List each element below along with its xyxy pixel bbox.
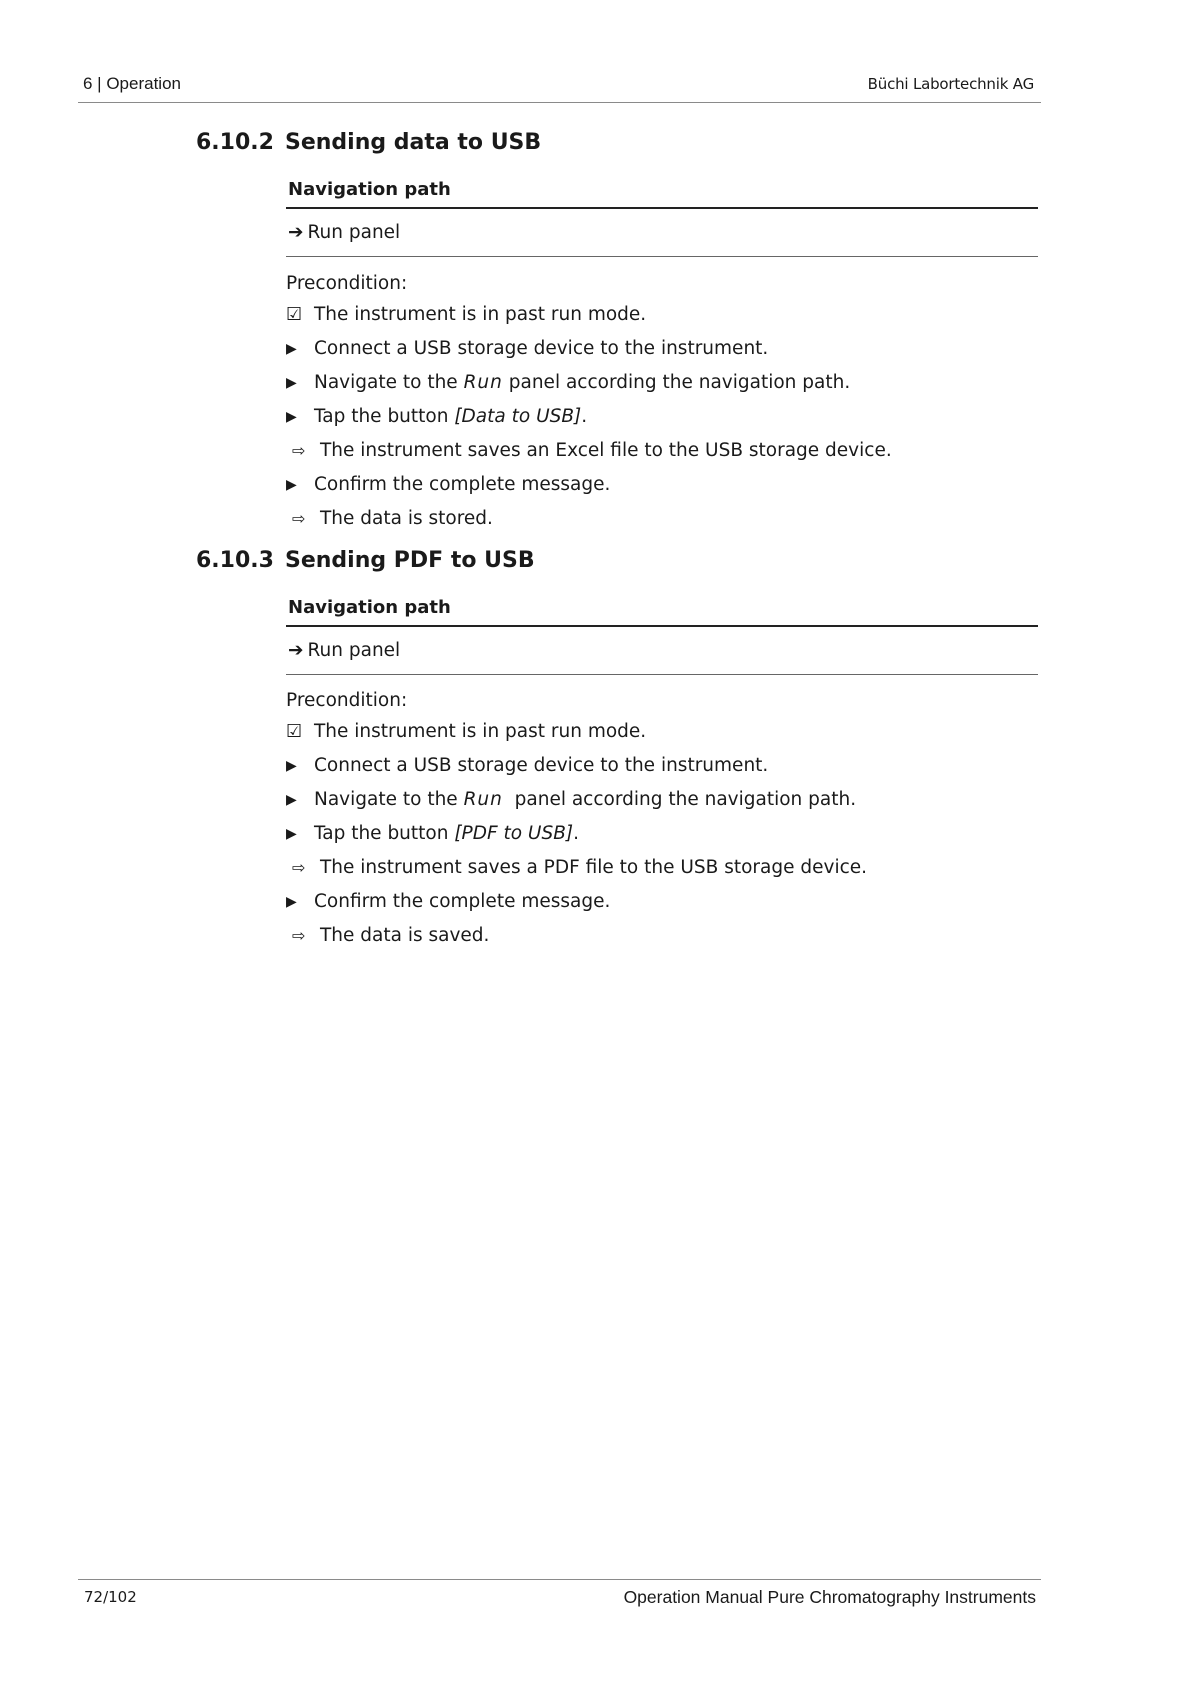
precondition-text: The instrument is in past run mode. [314,304,647,325]
precondition-item [286,715,1046,749]
result-arrow-icon: ⇨ [292,441,306,460]
step-item [286,783,1046,817]
step-triangle-icon: ▶ [286,826,297,842]
precondition-item [286,298,1046,332]
step-item [286,885,1046,919]
step-text [314,817,579,851]
result-text: The instrument saves a PDF file to the USB storage device. [320,857,868,878]
page-header [78,72,1041,103]
section-number: 6.10.3 [196,548,274,573]
run-panel-reference: Run [463,789,503,810]
step-item [286,400,1046,434]
result-item [286,434,1046,468]
precondition-label: Precondition: [286,690,408,711]
chapter-label: 6 | Operation [83,74,181,93]
step-text-post: . [573,823,580,844]
instruction-block [286,270,1046,536]
section-number: 6.10.2 [196,130,274,155]
step-text-pre: Tap the button [314,823,455,844]
step-triangle-icon: ▶ [286,758,297,774]
step-text-pre: Navigate to the [314,789,464,810]
navigation-path-box [286,591,1038,675]
company-name: Büchi Labortechnik AG [867,75,1034,93]
step-text-post: panel according the navigation path. [502,789,857,810]
navigation-path-label: Navigation path [286,591,1038,627]
step-text: Confirm the complete message. [314,474,611,495]
run-panel-reference: Run [463,372,503,393]
step-item [286,332,1046,366]
step-text-post: . [581,406,588,427]
button-reference: [PDF to USB] [454,823,574,844]
step-text-post: panel according the navigation path. [502,372,851,393]
navigation-path-label: Navigation path [286,173,1038,209]
step-triangle-icon: ▶ [286,792,297,808]
step-item [286,366,1046,400]
step-text-pre: Navigate to the [314,372,464,393]
checkbox-checked-icon: ☑ [286,304,303,325]
step-item [286,749,1046,783]
result-text: The data is saved. [320,925,490,946]
result-item [286,502,1046,536]
step-triangle-icon: ▶ [286,477,297,493]
result-arrow-icon: ⇨ [292,509,306,528]
precondition-text: The instrument is in past run mode. [314,721,647,742]
page-number: 72/102 [84,1588,137,1606]
step-text: Confirm the complete message. [314,891,611,912]
result-arrow-icon: ⇨ [292,858,306,877]
step-triangle-icon: ▶ [286,894,297,910]
step-triangle-icon: ▶ [286,409,297,425]
section-title: Sending PDF to USB [285,548,535,573]
navigation-path-value [286,627,1038,675]
arrow-right-icon: ➔ [288,222,304,243]
navigation-path-value [286,209,1038,257]
result-text: The data is stored. [320,508,493,529]
step-item [286,468,1046,502]
step-triangle-icon: ▶ [286,341,297,357]
result-arrow-icon: ⇨ [292,926,306,945]
checkbox-checked-icon: ☑ [286,721,303,742]
navigation-path-text: Run panel [307,640,401,661]
instruction-block [286,687,1046,953]
manual-title: Operation Manual Pure Chromatography Instruments [623,1587,1036,1607]
step-text [314,400,587,434]
step-text [314,783,856,817]
step-item [286,817,1046,851]
section-title: Sending data to USB [285,130,542,155]
section-heading [196,548,535,573]
result-item [286,919,1046,953]
step-triangle-icon: ▶ [286,375,297,391]
step-text: Connect a USB storage device to the instrument. [314,338,769,359]
step-text: Connect a USB storage device to the instrument. [314,755,769,776]
button-reference: [Data to USB] [454,406,582,427]
arrow-right-icon: ➔ [288,640,304,661]
navigation-path-text: Run panel [307,222,401,243]
result-item [286,851,1046,885]
step-text-pre: Tap the button [314,406,455,427]
step-text [314,366,850,400]
precondition-label: Precondition: [286,273,408,294]
navigation-path-box [286,173,1038,257]
page-footer [78,1579,1041,1614]
section-heading [196,130,541,155]
result-text: The instrument saves an Excel file to the USB storage device. [320,440,892,461]
